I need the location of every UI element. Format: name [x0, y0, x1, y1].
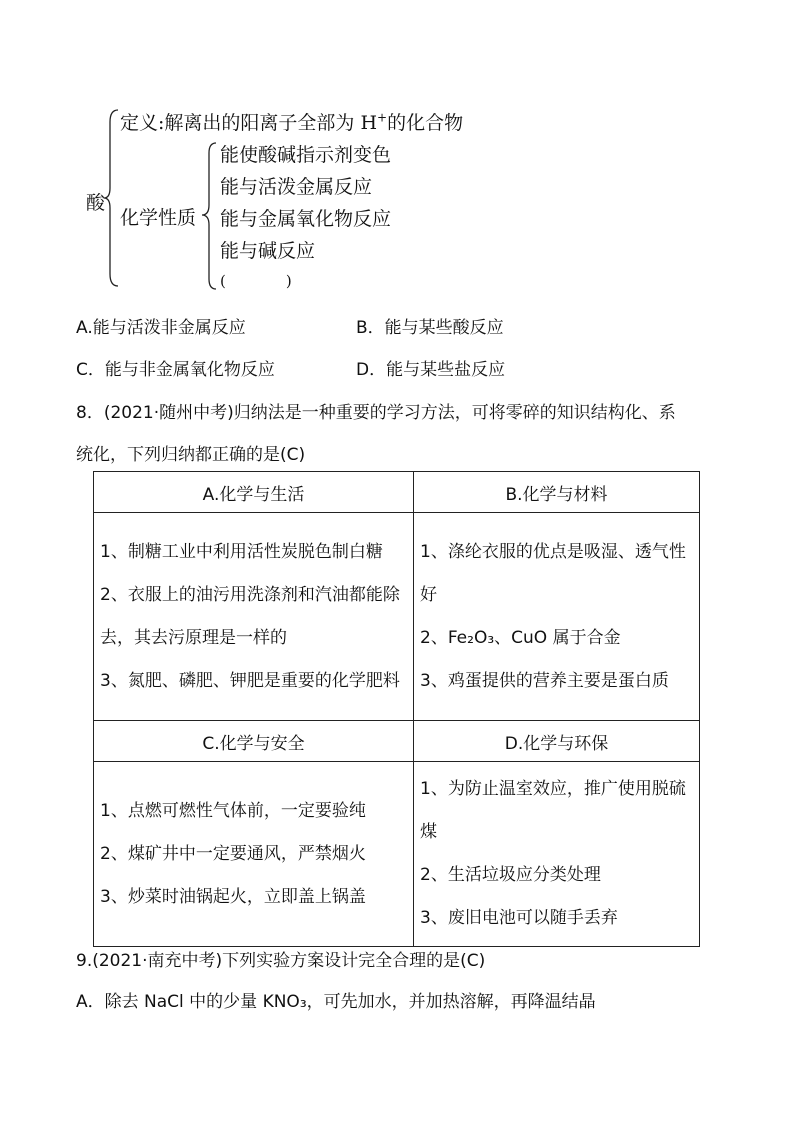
header-a: A.化学与生活: [94, 472, 414, 513]
q8-stem-line1: 8．(2021·随州中考)归纳法是一种重要的学习方法，可将零碎的知识结构化、系: [76, 403, 676, 423]
cell-d-item-2: 2、生活垃圾应分类处理: [420, 865, 601, 885]
q7-option-d: D．能与某些盐反应: [356, 360, 506, 380]
cell-a: [94, 513, 414, 721]
branch-label: 化学性质: [120, 207, 197, 229]
q9-stem: 9.(2021·南充中考)下列实验方案设计完全合理的是(C): [76, 951, 486, 971]
cell-b-item-3: 3、鸡蛋提供的营养主要是蛋白质: [420, 670, 669, 691]
property-1: 能使酸碱指示剂变色: [220, 144, 392, 166]
property-2: 能与活泼金属反应: [220, 176, 373, 198]
diagram-root: 酸: [86, 192, 106, 214]
definition-main: 定义:解离出的阳离子全部为 H: [120, 112, 378, 134]
outer-brace: [104, 108, 120, 288]
header-c: C.化学与安全: [94, 721, 414, 762]
cell-a-item-3: 3、氮肥、磷肥、钾肥是重要的化学肥料: [100, 670, 400, 691]
cell-d-item-1: 1、为防止温室效应，推广使用脱硫煤: [420, 779, 686, 842]
cell-b-item-1: 1、涤纶衣服的优点是吸湿、透气性好: [420, 541, 686, 605]
q9-option-a: A．除去 NaCl 中的少量 KNO₃，可先加水，并加热溶解，再降温结晶: [76, 992, 596, 1012]
definition-text: [120, 108, 463, 135]
cell-b-item-2: 2、Fe₂O₃、CuO 属于合金: [420, 627, 621, 648]
inner-brace: [202, 141, 218, 291]
cell-c-item-3: 3、炒菜时油锅起火，立即盖上锅盖: [100, 886, 366, 907]
q7-option-b: B．能与某些酸反应: [356, 318, 504, 338]
cell-a-item-2: 2、衣服上的油污用洗涤剂和汽油都能除去，其去污原理是一样的: [100, 584, 400, 648]
q7-option-a: A.能与活泼非金属反应: [76, 318, 246, 338]
definition-sup: +: [377, 110, 388, 125]
cell-d: [414, 762, 700, 947]
header-d: D.化学与环保: [414, 721, 700, 762]
cell-c-item-2: 2、煤矿井中一定要通风，严禁烟火: [100, 843, 366, 864]
cell-b: [414, 513, 700, 721]
definition-tail: 的化合物: [387, 112, 464, 134]
cell-c: [94, 762, 414, 947]
cell-c-item-1: 1、点燃可燃性气体前，一定要验纯: [100, 800, 366, 821]
header-b: B.化学与材料: [414, 472, 700, 513]
property-3: 能与金属氧化物反应: [220, 208, 392, 230]
cell-a-item-1: 1、制糖工业中利用活性炭脱色制白糖: [100, 541, 383, 562]
q8-stem-line2: 统化，下列归纳都正确的是(C): [76, 445, 306, 465]
property-4: 能与碱反应: [220, 240, 316, 262]
knowledge-table: [93, 471, 700, 947]
cell-d-item-3: 3、废旧电池可以随手丢弃: [420, 908, 618, 928]
q7-option-c: C．能与非金属氧化物反应: [76, 360, 275, 380]
property-blank: ( ): [220, 272, 292, 290]
